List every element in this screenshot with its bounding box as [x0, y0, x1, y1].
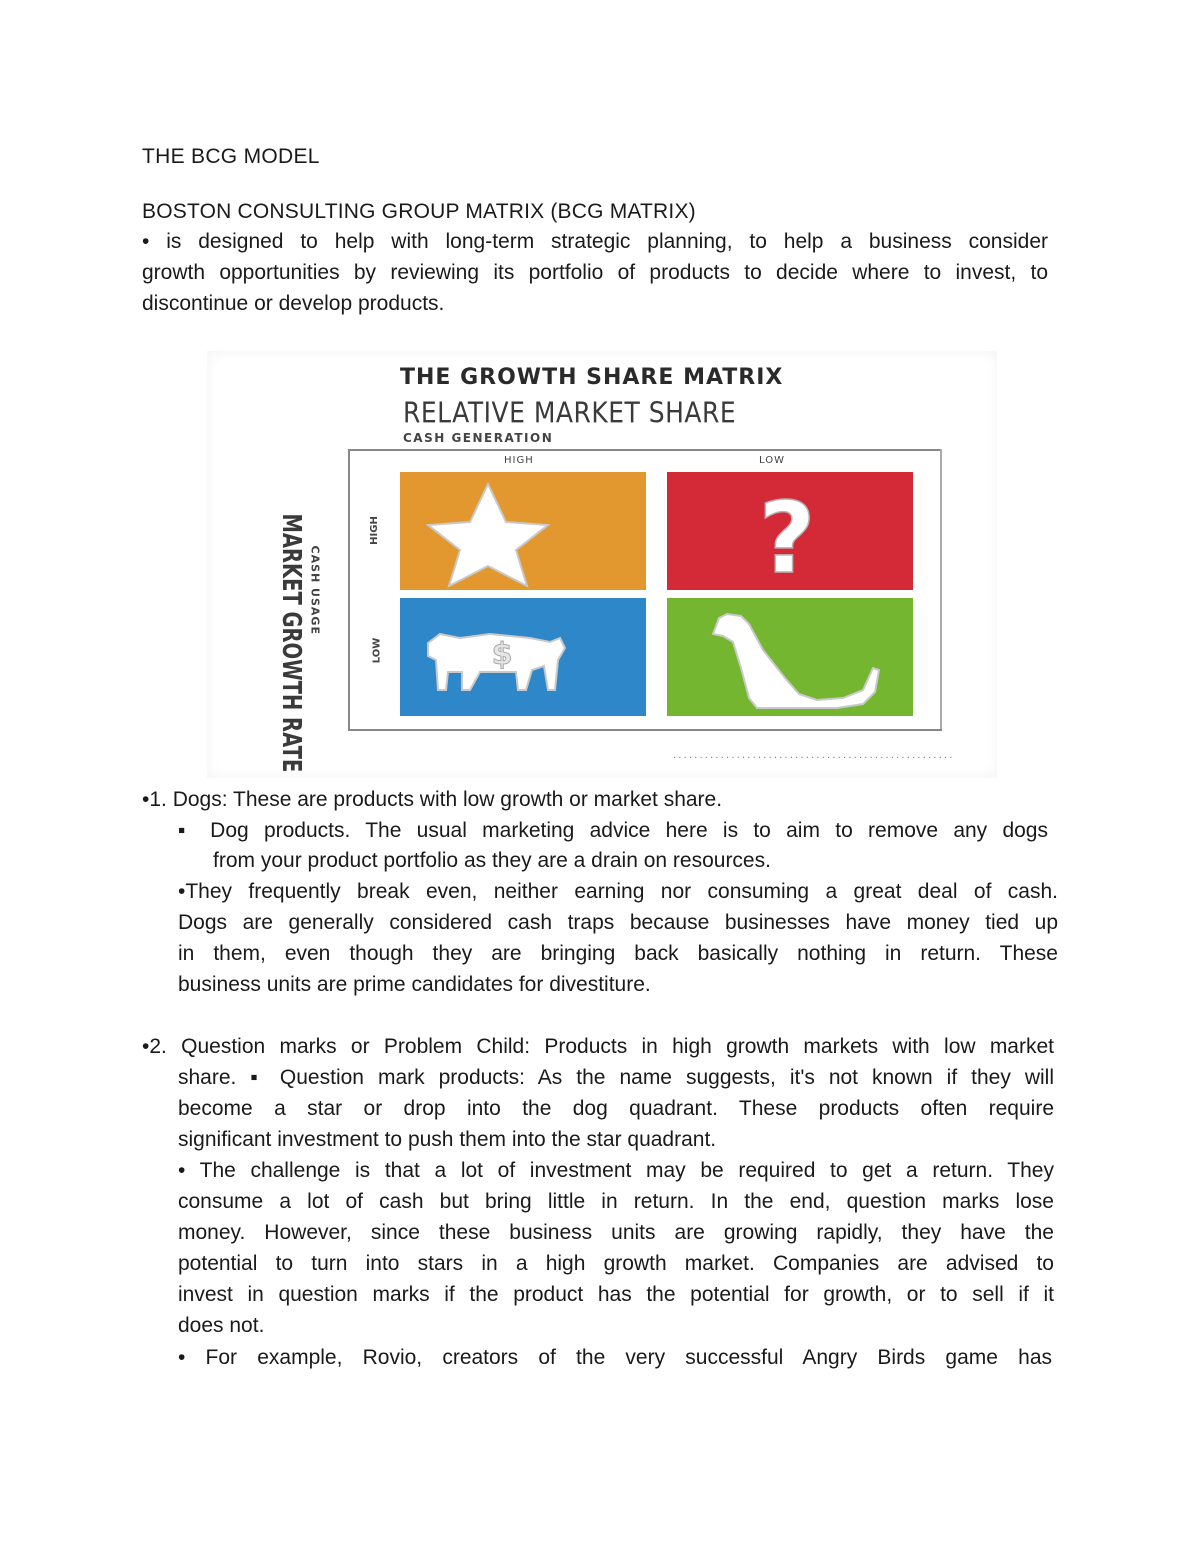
figure-y-axis-subtitle: CASH USAGE [308, 545, 322, 635]
question-marks-bullet-2 [178, 1155, 1054, 1341]
paragraph-line: does not. [178, 1314, 265, 1337]
paragraph-line: Dogs are generally considered cash traps because businesses have money tied up [178, 911, 1058, 934]
paragraph-line: growth opportunities by reviewing its portfolio of products to decide where to invest, to [142, 261, 1048, 284]
row-label-low: LOW [371, 637, 383, 664]
document-title: THE BCG MODEL [142, 145, 320, 168]
paragraph-line: invest in question marks if the product has the potential for growth, or to sell if it [178, 1283, 1054, 1306]
question-mark-quadrant [667, 472, 913, 590]
paragraph-line: consume a lot of cash but bring little in return. In the end, question marks lose [178, 1190, 1054, 1213]
cash-cow-icon [400, 598, 646, 716]
figure-x-axis-title: RELATIVE MARKET SHARE [403, 396, 737, 430]
paragraph-line: business units are prime candidates for divestiture. [178, 973, 651, 996]
column-label-low: LOW [759, 455, 785, 466]
intro-paragraph [142, 226, 1048, 319]
star-quadrant [400, 472, 646, 590]
dogs-bullet-1-line-2: from your product portfolio as they are a drain on resources. [213, 849, 771, 872]
question-marks-bullet-3: • For example, Rovio, creators of the very successful Angry Birds game has [178, 1346, 1052, 1369]
star-icon [400, 472, 646, 590]
paragraph-line: become a star or drop into the dog quadrant. These products often require [178, 1097, 1054, 1120]
intro-heading: BOSTON CONSULTING GROUP MATRIX (BCG MATRIX) [142, 200, 696, 223]
figure-title: THE GROWTH SHARE MATRIX [400, 365, 784, 390]
dog-quadrant [667, 598, 913, 716]
column-label-high: HIGH [504, 455, 534, 466]
svg-text:?: ? [758, 482, 816, 590]
paragraph-line: significant investment to push them into the star quadrant. [178, 1128, 717, 1151]
figure-x-axis-subtitle: CASH GENERATION [403, 431, 554, 445]
question-mark-icon [667, 472, 913, 590]
paragraph-line: •They frequently break even, neither earning nor consuming a great deal of cash. [178, 880, 1058, 903]
dogs-heading: •1. Dogs: These are products with low growth or market share. [142, 788, 723, 811]
dogs-bullet-1-line-1: ▪ Dog products. The usual marketing advice here is to aim to remove any dogs [178, 819, 1048, 842]
dog-icon [667, 598, 913, 716]
paragraph-line: in them, even though they are bringing back basically nothing in return. These [178, 942, 1058, 965]
paragraph-line: share. ▪ Question mark products: As the name suggests, it's not known if they will [178, 1066, 1054, 1089]
row-label-high: HIGH [368, 516, 380, 545]
cash-cow-quadrant [400, 598, 646, 716]
question-marks-paragraph [178, 1062, 1054, 1155]
paragraph-line: potential to turn into stars in a high growth market. Companies are advised to [178, 1252, 1054, 1275]
svg-text:$: $ [491, 637, 513, 672]
paragraph-line: discontinue or develop products. [142, 292, 445, 315]
paragraph-line: • The challenge is that a lot of investment may be required to get a return. They [178, 1159, 1054, 1182]
paragraph-line: • is designed to help with long-term strategic planning, to help a business consider [142, 230, 1048, 253]
figure-y-axis-title: MARKET GROWTH RATE [276, 513, 306, 773]
bcg-matrix-figure: THE GROWTH SHARE MATRIX RELATIVE MARKET SHARE CASH GENERATION MARKET GROWTH RATE CASH USAGE HIGH LOW HIGH LOW ? $ ····················································· [207, 351, 997, 778]
question-marks-heading: •2. Question marks or Problem Child: Products in high growth markets with low market [142, 1035, 1054, 1058]
dogs-bullet-2 [178, 876, 1058, 1000]
paragraph-line: money. However, since these business units are growing rapidly, they have the [178, 1221, 1054, 1244]
